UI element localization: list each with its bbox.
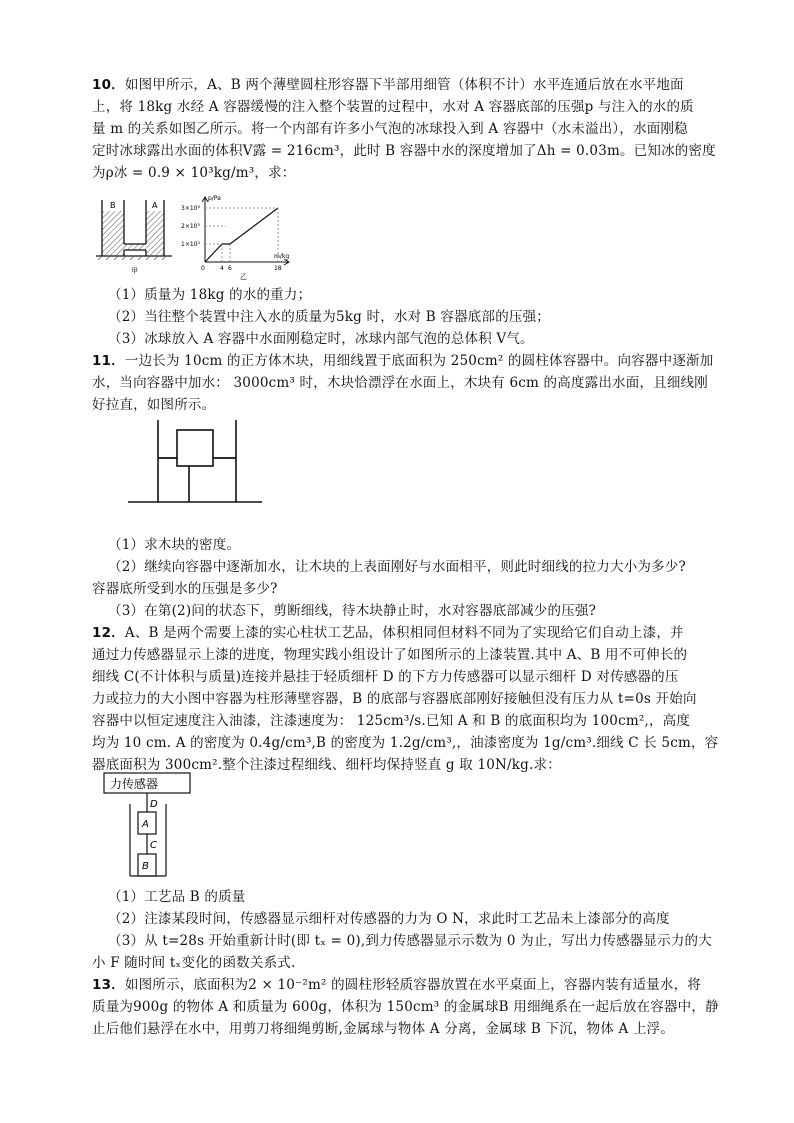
x-tick: 6 bbox=[228, 265, 232, 272]
q10-line-5: 为ρ冰 = 0.9 × 10³kg/m³，求： bbox=[92, 165, 296, 181]
q12-number: 12． bbox=[92, 625, 125, 641]
connecting-tube-water bbox=[124, 244, 146, 250]
q12-line-7: 器底面积为 300cm².整个注漆过程细线、细杆均保持竖直 g 取 10N/kg.求： bbox=[92, 757, 561, 773]
q11-sub-2: （2）继续向容器中逐渐加水，让木块的上表面刚好与水面相平，则此时细线的拉力大小为多少? bbox=[108, 559, 686, 575]
q10-sub-2: （2）当往整个装置中注入水的质量为5kg 时，水对 B 容器底部的压强； bbox=[108, 309, 550, 325]
x-tick: 18 bbox=[274, 265, 282, 272]
q11-sub-1: （1）求木块的密度。 bbox=[108, 537, 241, 553]
q12-line-4: 力或拉力的大小图中容器为柱形薄壁容器，B 的底部与容器底部刚好接触但没有压力从 t=0s 开始向 bbox=[92, 691, 697, 707]
q10-line-3: 量 m 的关系如图乙所示。将一个内部有许多小气泡的冰球投入到 A 容器中（水未溢出），水面刚稳 bbox=[92, 121, 688, 137]
caption-jia: 甲 bbox=[131, 267, 138, 275]
label-c: C bbox=[150, 840, 157, 851]
q10-line-4: 定时冰球露出水面的体积V露 = 216cm³，此时 B 容器中水的深度增加了Δh = 0.03m。已知冰的密度 bbox=[92, 143, 716, 159]
x-tick: 0 bbox=[201, 265, 205, 272]
q11-line-3: 好拉直，如图所示。 bbox=[92, 397, 216, 413]
sensor-label: 力传感器 bbox=[110, 777, 159, 791]
y-tick: 1×10³ bbox=[181, 241, 200, 248]
q13-line-2: 质量为900g 的物体 A 和质量为 600g，体积为 150cm³ 的金属球B 用细绳系在一起后放在容器中，静 bbox=[92, 999, 719, 1015]
q11-figure bbox=[126, 416, 264, 510]
label-b: B bbox=[142, 861, 149, 872]
q12-line-1: 12．A、B 是两个需要上漆的实心柱状工艺品，体积相同但材料不同为了实现给它们自动上漆，并 bbox=[92, 625, 684, 641]
q12-sub-3: （3）从 t=28s 开始重新计时(即 tₓ = 0),到力传感器显示示数为 0 为止，写出力传感器显示力的大 bbox=[108, 933, 712, 949]
q10-line-2: 上，将 18kg 水经 A 容器缓慢的注入整个装置的过程中，水对 A 容器底部的压强p 与注入的水的质 bbox=[92, 99, 694, 115]
y-tick: 2×10³ bbox=[181, 223, 200, 230]
q10-sub-3: （3）冰球放入 A 容器中水面刚稳定时，冰球内部气泡的总体积 V气。 bbox=[108, 331, 534, 347]
q13-line-3: 止后他们悬浮在水中，用剪刀将细绳剪断,金属球与物体 A 分离，金属球 B 下沉，物体 A 上浮。 bbox=[92, 1021, 675, 1037]
q10-number: 10． bbox=[92, 77, 125, 93]
x-axis-label: m/kg bbox=[274, 253, 290, 260]
q11-sub-2b: 容器底所受到水的压强是多少? bbox=[92, 581, 278, 597]
label-b: B bbox=[110, 201, 116, 210]
q10-figure-yi bbox=[178, 192, 296, 282]
q12-sub-2: （2）注漆某段时间，传感器显示细杆对传感器的力为 O N，求此时工艺品未上漆部分的高度 bbox=[108, 911, 670, 927]
caption-yi: 乙 bbox=[240, 273, 247, 281]
q12-figure bbox=[100, 770, 196, 888]
y-axis-label: p/Pa bbox=[208, 195, 221, 202]
q12-sub-3b: 小 F 随时间 tₓ变化的函数关系式. bbox=[92, 955, 296, 971]
wood-block bbox=[177, 430, 213, 466]
label-a: A bbox=[142, 819, 149, 830]
container-a-water bbox=[146, 211, 164, 255]
x-tick: 4 bbox=[220, 265, 224, 272]
q11-number: 11． bbox=[92, 353, 125, 369]
q13-number: 13． bbox=[92, 977, 125, 993]
q10-line-1: 10．如图甲所示，A、B 两个薄壁圆柱形容器下半部用细管（体积不计）水平连通后放在水平地面 bbox=[92, 77, 684, 93]
q12-line-3: 细线 C(不计体积与质量)连接并悬挂于轻质细杆 D 的下方力传感器可以显示细杆 D 对传感器的压 bbox=[92, 669, 679, 685]
q11-sub-3: （3）在第(2)问的状态下，剪断细线，待木块静止时，水对容器底部减少的压强? bbox=[108, 603, 597, 619]
q12-line-5: 容器中以恒定速度注入油漆，注漆速度为： 125cm³/s.已知 A 和 B 的底面积均为 100cm²,，高度 bbox=[92, 713, 691, 729]
q12-line-2: 通过力传感器显示上漆的进度，物理实践小组设计了如图所示的上漆装置.其中 A、B 用不可伸长的 bbox=[92, 647, 688, 663]
container-b-water bbox=[102, 211, 124, 255]
label-d: D bbox=[150, 799, 158, 810]
q11-line-2: 水，当向容器中加水： 3000cm³ 时，木块恰漂浮在水面上，木块有 6cm 的高度露出水面，且细线刚 bbox=[92, 375, 708, 391]
q11-line-1: 11．一边长为 10cm 的正方体木块，用细线置于底面积为 250cm² 的圆柱体容器中。向容器中逐渐加 bbox=[92, 353, 714, 369]
q12-line-6: 均为 10 cm. A 的密度为 0.4g/cm³,B 的密度为 1.2g/cm³,，油漆密度为 1g/cm³.细线 C 长 5cm，容 bbox=[92, 735, 719, 751]
q10-sub-1: （1）质量为 18kg 的水的重力； bbox=[108, 287, 312, 303]
q10-figure-jia bbox=[96, 196, 176, 278]
label-a: A bbox=[152, 201, 158, 210]
q12-sub-1: （1）工艺品 B 的质量 bbox=[108, 889, 246, 905]
q13-line-1: 13．如图所示，底面积为2 × 10⁻²m² 的圆柱形轻质容器放置在水平桌面上，容器内装有适量水，将 bbox=[92, 977, 701, 993]
y-tick: 3×10³ bbox=[181, 205, 200, 212]
